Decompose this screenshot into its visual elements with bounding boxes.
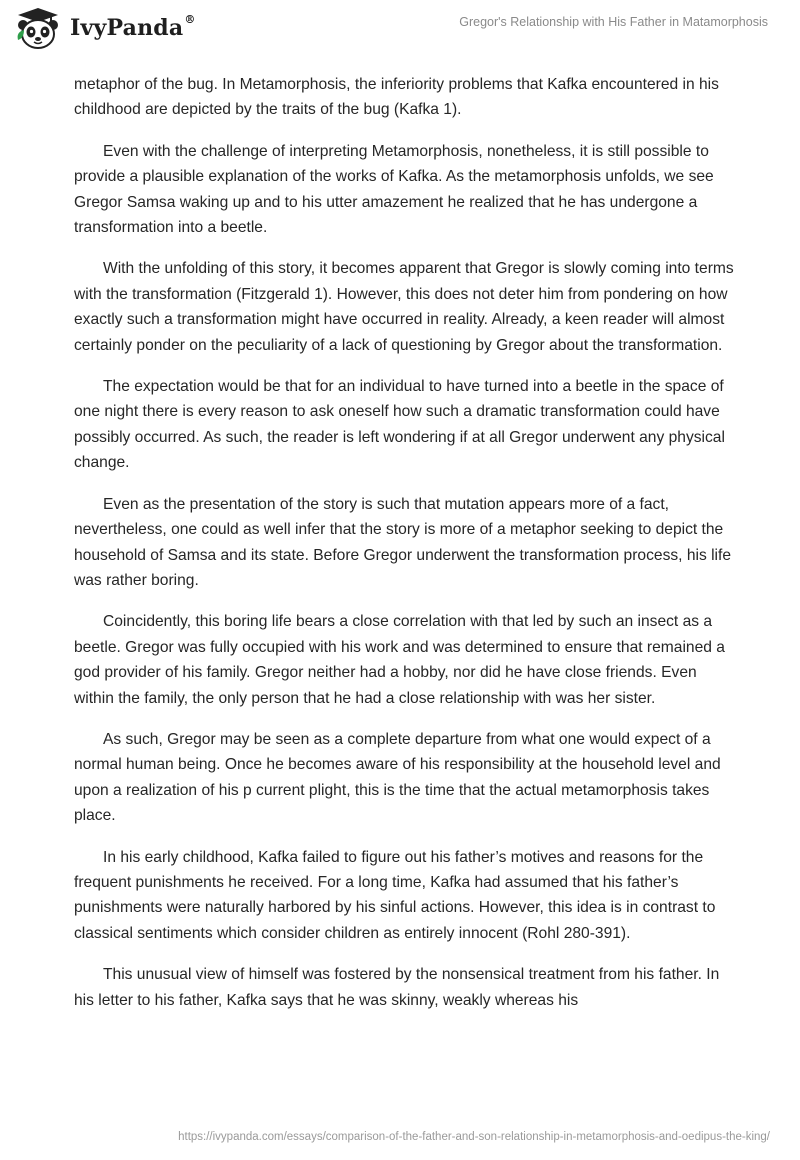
running-title: Gregor's Relationship with His Father in Matamorphosis xyxy=(459,15,768,29)
registered-mark: ® xyxy=(184,13,196,26)
paragraph: This unusual view of himself was fostered by the nonsensical treatment from his father. In his letter to his father, Kafka says that he was skinny, weakly whereas his xyxy=(74,966,720,1009)
brand-logo[interactable] xyxy=(14,6,196,50)
paragraph: Even as the presentation of the story is such that mutation appears more of a fact, nevertheless, one could as well infer that the story is more of a metaphor seeking to depict the household of Samsa and its state. Before Gregor underwent the transformation process, his life was rather boring. xyxy=(74,495,732,589)
paragraph: With the unfolding of this story, it becomes apparent that Gregor is slowly coming into terms with the transformation (Fitzgerald 1). However, this does not deter him from pondering on how exactly such a transformation might have occurred in reality. Already, a keen reader will almost certainly ponder on the peculiarity of a lack of questioning by Gregor about the transformation. xyxy=(74,260,734,354)
essay-body xyxy=(74,72,734,1029)
paragraph: In his early childhood, Kafka failed to figure out his father’s motives and reasons for the frequent punishments he received. For a long time, Kafka had assumed that his father’s punishments were naturally harbored by his sinful actions. However, this idea is in contrast to classical sentiments which consider children as entirely innocent (Rohl 280-391). xyxy=(74,848,716,942)
brand-name: IvyPanda® xyxy=(70,13,196,41)
source-url-link[interactable]: https://ivypanda.com/essays/comparison-of-the-father-and-son-relationship-in-metamorphosis-and-oedipus-the-king/ xyxy=(178,1131,770,1143)
paragraph: metaphor of the bug. In Metamorphosis, the inferiority problems that Kafka encountered in his childhood are depicted by the traits of the bug (Kafka 1). xyxy=(74,76,719,119)
paragraph: The expectation would be that for an individual to have turned into a beetle in the space of one night there is every reason to ask oneself how such a dramatic transformation could have possibly occurred. As such, the reader is left wondering if at all Gregor underwent any physical change. xyxy=(74,378,725,472)
paragraph: Even with the challenge of interpreting Metamorphosis, nonetheless, it is still possible to provide a plausible explanation of the works of Kafka. As the metamorphosis unfolds, we see Gregor Samsa waking up and to his utter amazement he realized that he has undergone a transformation into a beetle. xyxy=(74,142,714,237)
panda-logo-icon xyxy=(14,6,62,50)
paragraph: As such, Gregor may be seen as a complete departure from what one would expect of a normal human being. Once he becomes aware of his responsibility at the household level and upon a realization of his p current plight, this is the time that the actual metamorphosis takes place. xyxy=(74,730,721,825)
paragraph: Coincidently, this boring life bears a close correlation with that led by such an insect as a beetle. Gregor was fully occupied with his work and was determined to ensure that remained a god provider of his family. Gregor neither had a hobby, nor did he have close friends. Even within the family, the only person that he had a close relationship with was her sister. xyxy=(74,613,725,707)
page-header xyxy=(0,0,800,70)
